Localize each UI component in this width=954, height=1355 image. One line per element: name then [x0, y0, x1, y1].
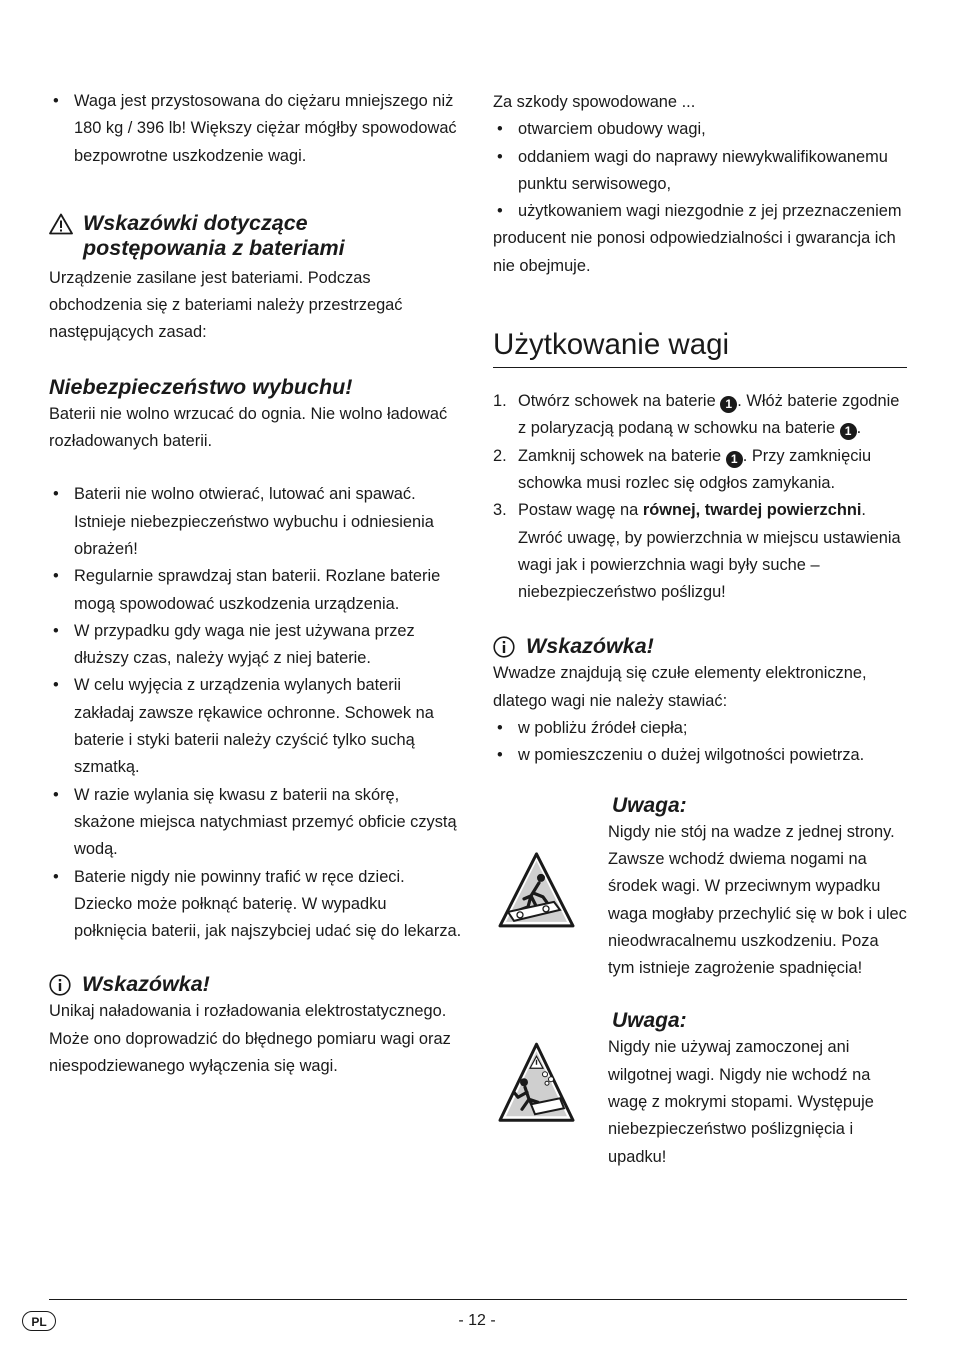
battery-rule: • W celu wyjęcia z urządzenia wylanych baterii zakładaj zawsze rękawice ochronne. Schowek na baterie i styki baterii należy czyścić tylko suchą szmatką. [49, 672, 462, 781]
caution2-title: Uwaga: [612, 1009, 687, 1033]
damage-bullet: • oddaniem wagi do naprawy niewykwalifikowanemu punktu serwisowego, [493, 144, 907, 199]
battery-rule: • Baterii nie wolno otwierać, lutować ani spawać. Istnieje niebezpieczeństwo wybuchu i odniesienia obrażeń! [49, 481, 462, 563]
slippery-warning-icon [498, 1004, 575, 1170]
damage-bullet: • użytkowaniem wagi niezgodnie z jej przeznaczeniem [493, 198, 907, 225]
step-text: . [856, 419, 862, 438]
battery-compartment-ref-icon: 1 [840, 423, 857, 440]
page-number: - 12 - [458, 1312, 496, 1329]
tipping-warning-icon [498, 807, 575, 983]
battery-heading [49, 211, 462, 261]
battery-rule: • Baterie nigdy nie powinny trafić w ręce dzieci. Dziecko może połknąć baterię. W wypadku połknięcia baterii, jak najszybciej udać się do lekarza. [49, 864, 462, 946]
placement-bullet: • w pobliżu źródeł ciepła; [493, 715, 907, 742]
placement-list [493, 715, 907, 770]
caution1-title: Uwaga: [612, 793, 687, 817]
left-hint-title: Wskazówka! [82, 972, 210, 997]
language-badge: PL [22, 1311, 56, 1331]
caution-tipping [493, 794, 907, 983]
right-hint-title: Wskazówka! [526, 634, 654, 659]
battery-compartment-ref-icon: 1 [720, 396, 737, 413]
step-number: 1. [493, 392, 507, 411]
step-text: Zamknij schowek na baterie [518, 446, 726, 465]
step-text: . Włóż baterie zgodnie z polaryzacją podaną w schowku na baterie [518, 392, 900, 438]
step-number: 2. [493, 446, 507, 465]
explosion-heading: Niebezpieczeństwo wybuchu! [49, 374, 353, 399]
usage-step-1 [493, 388, 907, 443]
right-hint-text: Wwadze znajdują się czułe elementy elektroniczne, dlatego wagi nie należy stawiać: [493, 664, 867, 710]
usage-step-2 [493, 443, 907, 498]
right-hint-heading [493, 634, 907, 659]
section-title: Użytkowanie wagi [493, 327, 907, 368]
step-text: . Przy zamknięciu schowka musi rozlec się odgłos zamykania. [518, 446, 872, 492]
battery-heading-line1: Wskazówki dotyczące [83, 210, 308, 235]
warning-triangle-icon [49, 213, 73, 235]
damage-bullet: • otwarciem obudowy wagi, [493, 116, 907, 143]
step-text: Postaw wagę na [518, 501, 643, 520]
info-icon [49, 974, 71, 996]
step-text: . Zwróć uwagę, by powierzchnia w miejscu ustawienia wagi jak i powierzchnia wagi były suche – niebezpieczeństwo poślizgu! [518, 501, 901, 602]
battery-heading-line2: postępowania z bateriami [83, 235, 345, 260]
left-hint-heading [49, 972, 462, 997]
usage-step-3 [493, 497, 907, 606]
caution1-text: Nigdy nie stój na wadze z jednej strony. Zawsze wchodź dwiema nogami na środek wagi. W przeciwnym wypadku waga mogłaby przechylić się w bok i ulec nieodwracalnemu uszkodzeniu. Poza tym istnieje zagrożenie spadnięcia! [608, 822, 907, 978]
battery-intro: Urządzenie zasilane jest bateriami. Podczas obchodzenia się z bateriami należy przestrzegać następujących zasad: [49, 268, 403, 342]
caution-wet [493, 1009, 907, 1170]
right-column [493, 0, 907, 1171]
battery-rule: • W przypadku gdy waga nie jest używana przez dłuższy czas, należy wyjąć z niej baterie. [49, 618, 462, 673]
left-hint-text: Unikaj naładowania i rozładowania elektrostatycznego. Może ono doprowadzić do błędnego pomiaru wagi oraz niespodziewanego wyłączenia się wagi. [49, 1002, 451, 1076]
placement-bullet: • w pomieszczeniu o dużej wilgotności powietrza. [493, 742, 907, 769]
explosion-text: Baterii nie wolno wrzucać do ognia. Nie wolno ładować rozładowanych baterii. [49, 404, 448, 451]
battery-rule: • W razie wylania się kwasu z baterii na skórę, skażone miejsca natychmiast przemyć obficie czystą wodą. [49, 782, 462, 864]
step-number: 3. [493, 501, 507, 520]
battery-rule: • Regularnie sprawdzaj stan baterii. Rozlane baterie mogą spowodować uszkodzenia urządzenia. [49, 563, 462, 618]
footer-divider [49, 1299, 907, 1300]
capacity-bullet: • Waga jest przystosowana do ciężaru mniejszego niż 180 kg / 396 lb! Większy ciężar mógłby spowodować bezpowrotne uszkodzenie wagi. [49, 88, 462, 170]
left-column [49, 0, 462, 1080]
step-emphasis: równej, twardej powierzchni [642, 501, 862, 520]
damage-intro: Za szkody spowodowane ... [493, 93, 696, 111]
capacity-list [49, 88, 462, 170]
damage-outro: producent nie ponosi odpowiedzialności i gwarancja ich nie obejmuje. [493, 229, 896, 275]
caution2-text: Nigdy nie używaj zamoczonej ani wilgotnej wagi. Nigdy nie wchodź na wagę z mokrymi stopami. Występuje niebezpieczeństwo poślizgnięcia i upadku! [608, 1038, 874, 1166]
usage-steps [493, 388, 907, 606]
damage-list [493, 116, 907, 225]
battery-compartment-ref-icon: 1 [726, 451, 743, 468]
info-icon [493, 636, 515, 658]
step-text: Otwórz schowek na baterie [518, 392, 721, 411]
battery-rules-list [49, 481, 462, 945]
